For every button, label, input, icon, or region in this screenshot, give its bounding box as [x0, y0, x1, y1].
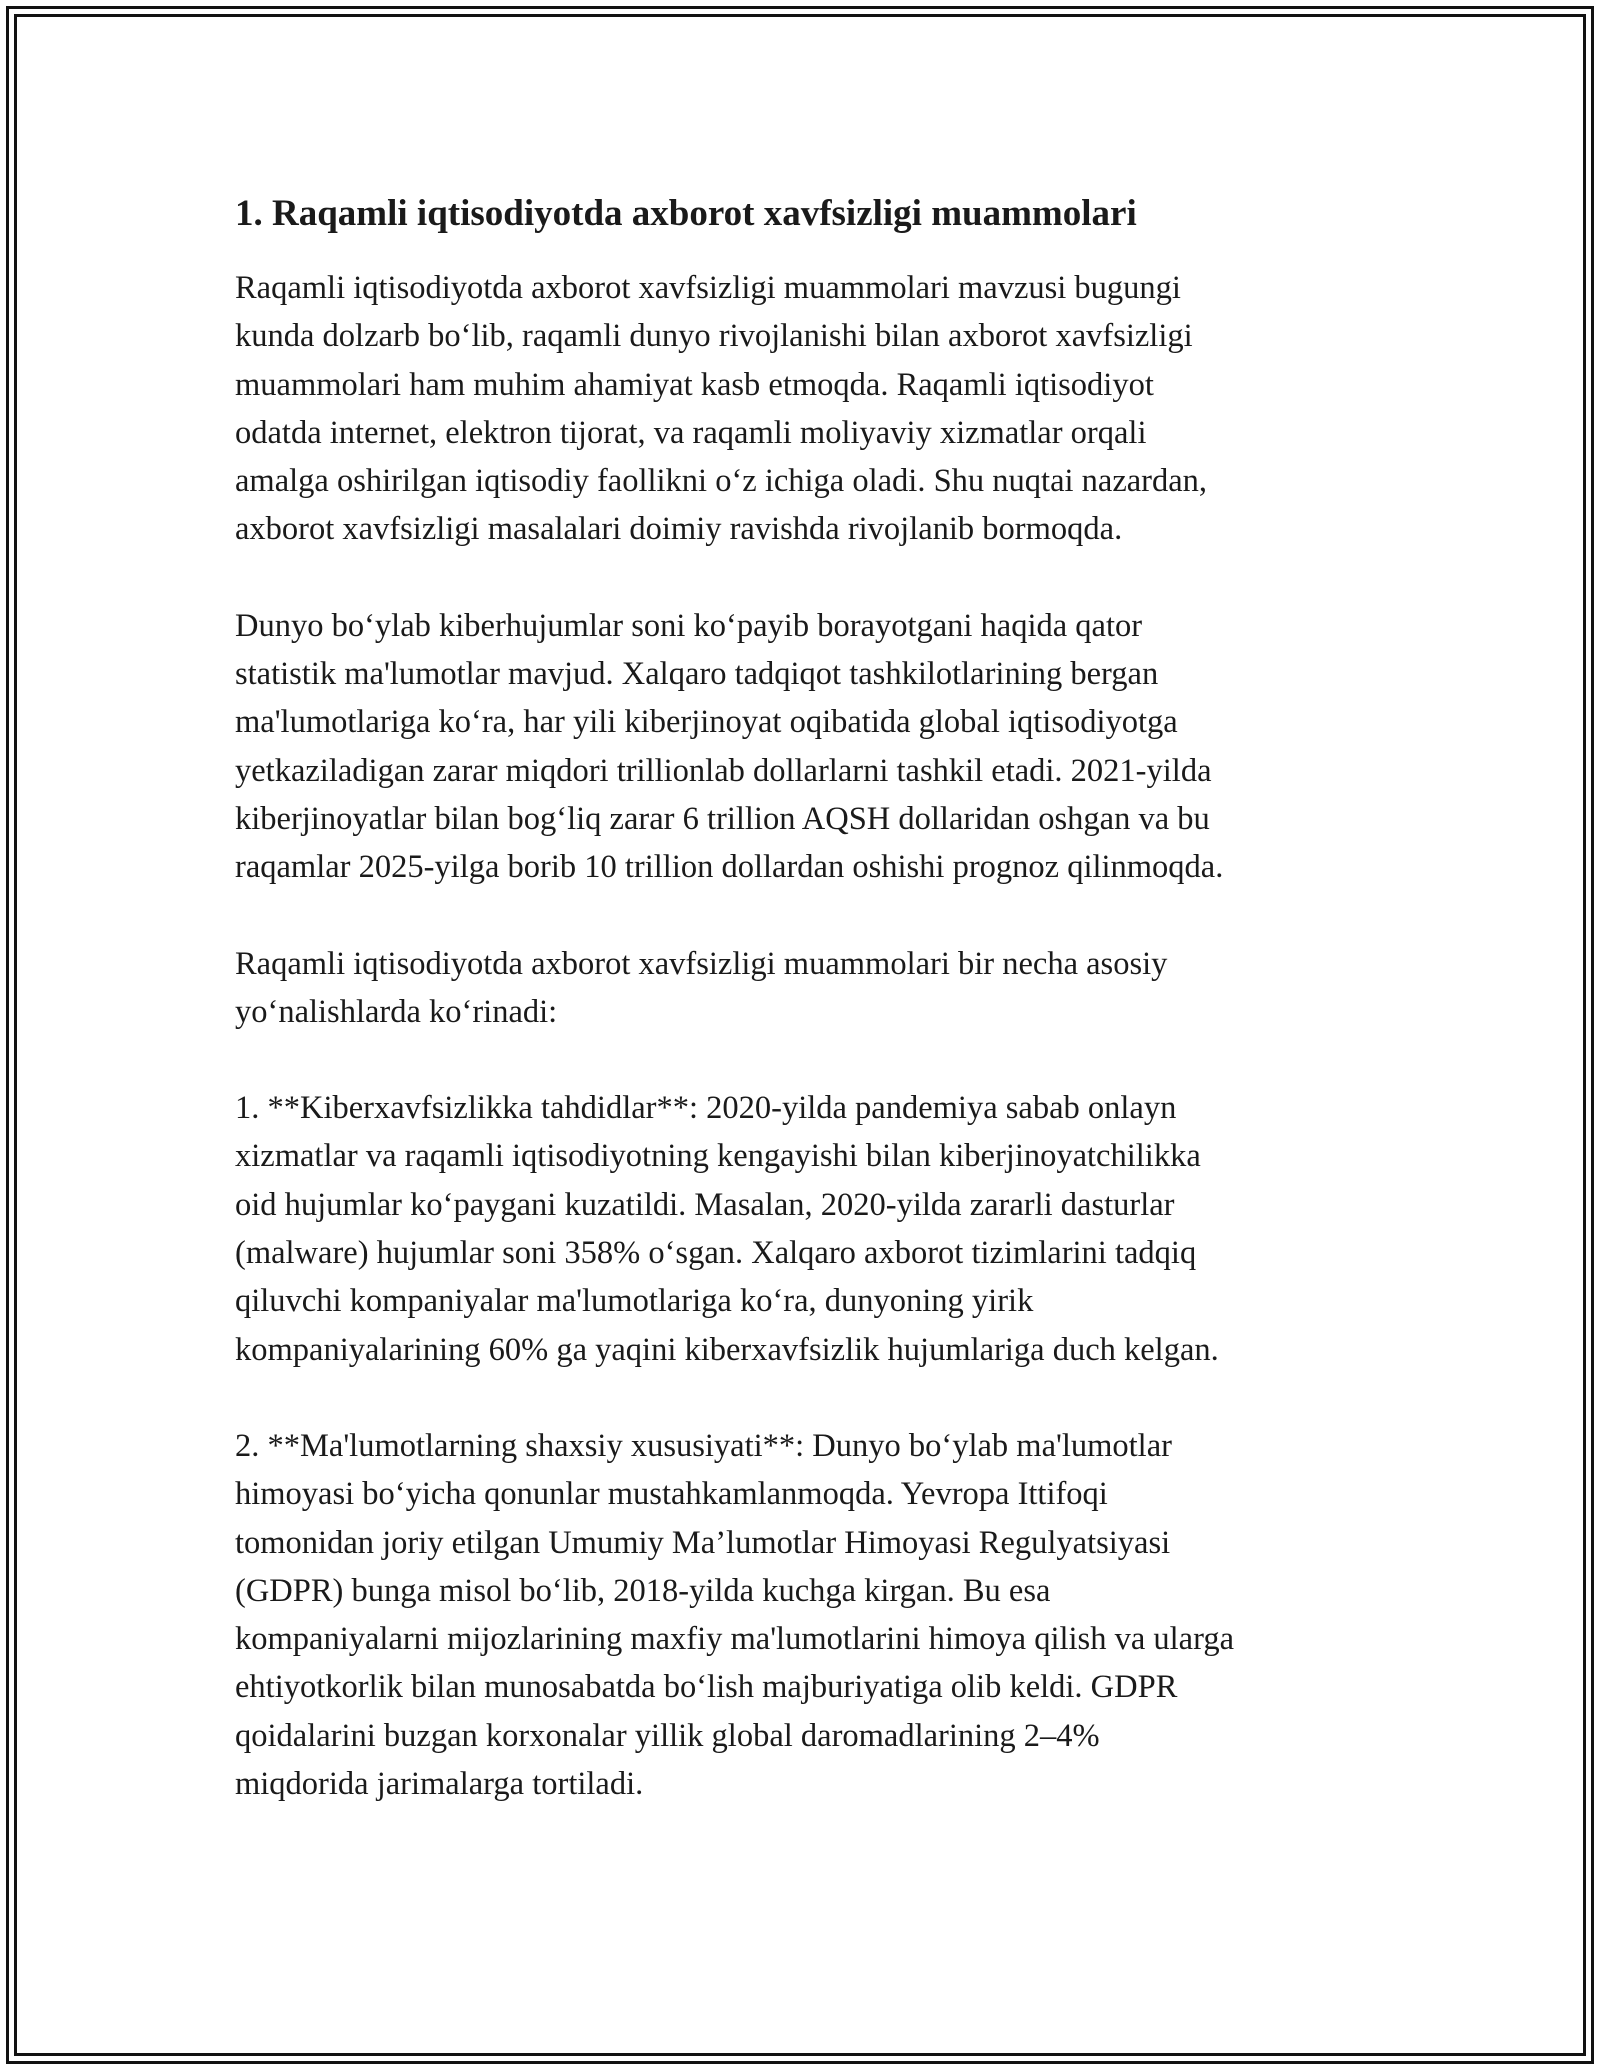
document-title: 1. Raqamli iqtisodiyotda axborot xavfsizligi muammolari [235, 193, 1137, 234]
paragraph-statistics: Dunyo bo‘ylab kiberhujumlar soni ko‘payib borayotgani haqida qator statistik ma'lumotlar mavjud. Xalqaro tadqiqot tashkilotlarining bergan ma'lumotlariga ko‘ra, har yili kiberjinoyat oqibatida global iqtisodiyotga yetkaziladigan zarar miqdori trillionlab dollarlarni tashkil etadi. 2021-yilda kiberjinoyatlar bilan bog‘liq zarar 6 trillion AQSH dollaridan oshgan va bu raqamlar 2025-yilga borib 10 trillion dollardan oshishi prognoz qilinmoqda. [235, 607, 1224, 886]
paragraph-cyber-threats: 1. **Kiberxavfsizlikka tahdidlar**: 2020-yilda pandemiya sabab onlayn xizmatlar va raqamli iqtisodiyotning kengayishi bilan kiberjinoyatchilikka oid hujumlar ko‘paygani kuzatildi. Masalan, 2020-yilda zararli dasturlar (malware) hujumlar soni 358% o‘sgan. Xalqaro axborot tizimlarini tadqiq qiluvchi kompaniyalar ma'lumotlariga ko‘ra, dunyoning yirik kompaniyalarining 60% ga yaqini kiberxavfsizlik hujumlariga duch kelgan. [235, 1090, 1219, 1368]
paragraph-intro: Raqamli iqtisodiyotda axborot xavfsizligi muammolari mavzusi bugungi kunda dolzarb bo‘lib, raqamli dunyo rivojlanishi bilan axborot xavfsizligi muammolari ham muhim ahamiyat kasb etmoqda. Raqamli iqtisodiyot odatda internet, elektron tijorat, va raqamli moliyaviy xizmatlar orqali amalga oshirilgan iqtisodiy faollikni o‘z ichiga oladi. Shu nuqtai nazardan, axborot xavfsizligi masalalari doimiy ravishda rivojlanib bormoqda. [235, 270, 1208, 548]
paragraph-directions-intro: Raqamli iqtisodiyotda axborot xavfsizligi muammolari bir necha asosiy yo‘nalishlarda ko‘rinadi: [235, 945, 1168, 1030]
paragraph-data-privacy: 2. **Ma'lumotlarning shaxsiy xususiyati**: Dunyo bo‘ylab ma'lumotlar himoyasi bo‘yicha qonunlar mustahkamlanmoqda. Yevropa Ittifoqi tomonidan joriy etilgan Umumiy Ma’lumotlar Himoyasi Regulyatsiyasi (GDPR) bunga misol bo‘lib, 2018-yilda kuchga kirgan. Bu esa kompaniyalarni mijozlarining maxfiy ma'lumotlarini himoya qilish va ularga ehtiyotkorlik bilan munosabatda bo‘lish majburiyatiga olib keldi. GDPR qoidalarini buzgan korxonalar yillik global daromadlarining 2–4% miqdorida jarimalarga tortiladi. [235, 1427, 1234, 1803]
document-body [235, 186, 1385, 1856]
